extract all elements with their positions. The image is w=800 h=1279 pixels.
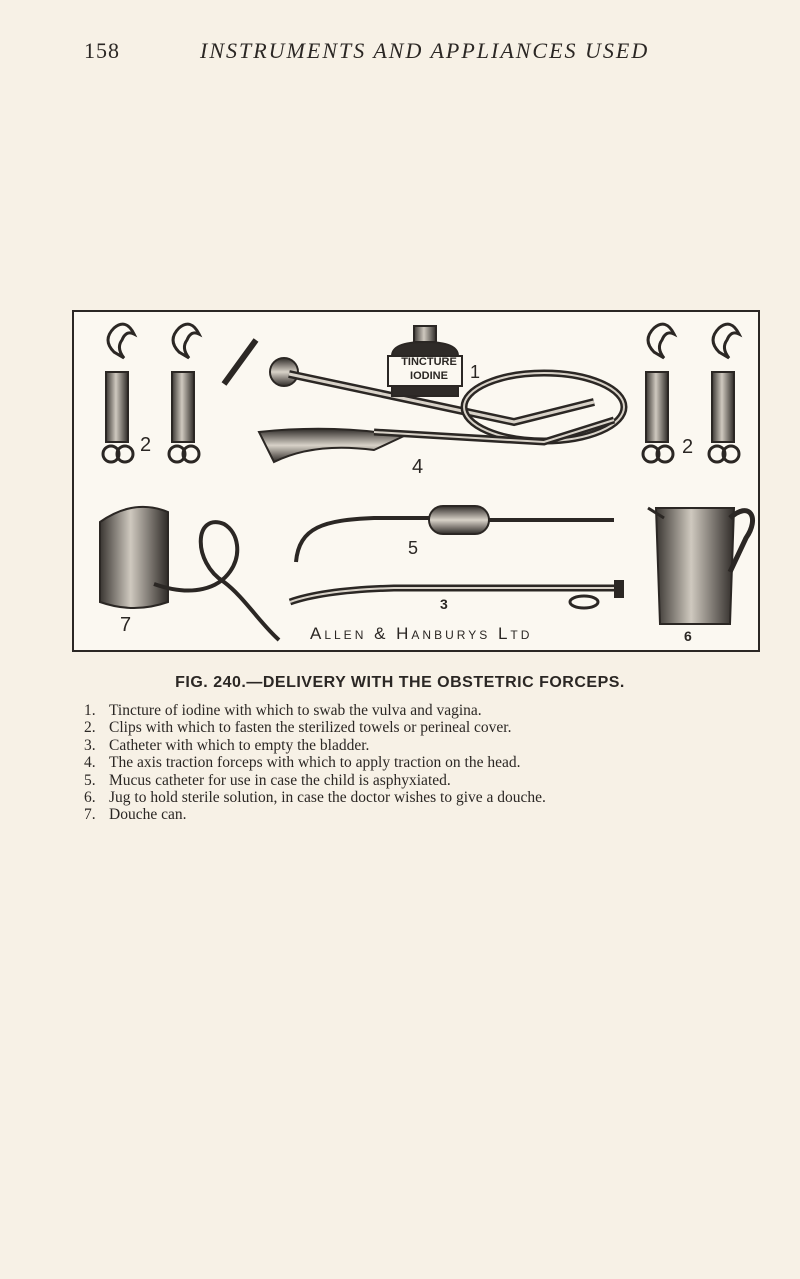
figure-number-7: 7 (120, 614, 132, 636)
figure-number-5: 5 (408, 538, 419, 558)
legend-item-number: 7. (84, 806, 96, 824)
legend-item (84, 789, 764, 806)
legend-item-text: Tincture of iodine with which to swab the vulva and vagina. (109, 702, 482, 719)
legend-item-number: 5. (84, 771, 96, 789)
jug-drawing (648, 508, 753, 624)
page-number: 158 (84, 38, 120, 63)
figure-number-3: 3 (440, 596, 448, 612)
legend-item-number: 1. (84, 702, 96, 719)
legend-item-number: 3. (84, 736, 96, 754)
mucus-catheter-drawing (296, 506, 614, 562)
legend-item (84, 772, 764, 789)
catheter-drawing (290, 580, 624, 608)
figure-number-6: 6 (684, 628, 692, 644)
legend-item-number: 2. (84, 719, 96, 737)
running-title: INSTRUMENTS AND APPLIANCES USED (200, 38, 650, 63)
page-header (0, 38, 800, 78)
legend-item-number: 6. (84, 789, 96, 807)
maker-credit: Allen & Hanburys Ltd (310, 624, 533, 643)
legend-item-text: Catheter with which to empty the bladder. (109, 736, 370, 754)
legend-item (84, 737, 764, 754)
figure-number-2-left: 2 (140, 434, 152, 456)
legend-item-text: Mucus catheter for use in case the child is asphyxiated. (109, 771, 451, 789)
legend-item (84, 702, 764, 719)
legend-item-text: Jug to hold sterile solution, in case the doctor wishes to give a douche. (109, 789, 546, 807)
legend-item-text: Clips with which to fasten the sterilized towels or perineal cover. (109, 719, 512, 737)
legend-item (84, 754, 764, 771)
bottle-label-line1: TINCTURE (401, 356, 457, 368)
figure-caption: FIG. 240.—DELIVERY WITH THE OBSTETRIC FORCEPS. (175, 674, 625, 691)
figure-legend (84, 702, 764, 824)
legend-item-text: The axis traction forceps with which to apply traction on the head. (109, 754, 521, 772)
figure-plate (72, 310, 760, 652)
legend-item (84, 806, 764, 823)
legend-item (84, 719, 764, 736)
figure-number-2-right: 2 (682, 436, 694, 458)
figure-number-1: 1 (470, 362, 481, 382)
figure-number-4: 4 (412, 456, 424, 478)
legend-item-number: 4. (84, 754, 96, 772)
legend-item-text: Douche can. (109, 806, 187, 824)
bottle-label-line2: IODINE (410, 370, 448, 382)
